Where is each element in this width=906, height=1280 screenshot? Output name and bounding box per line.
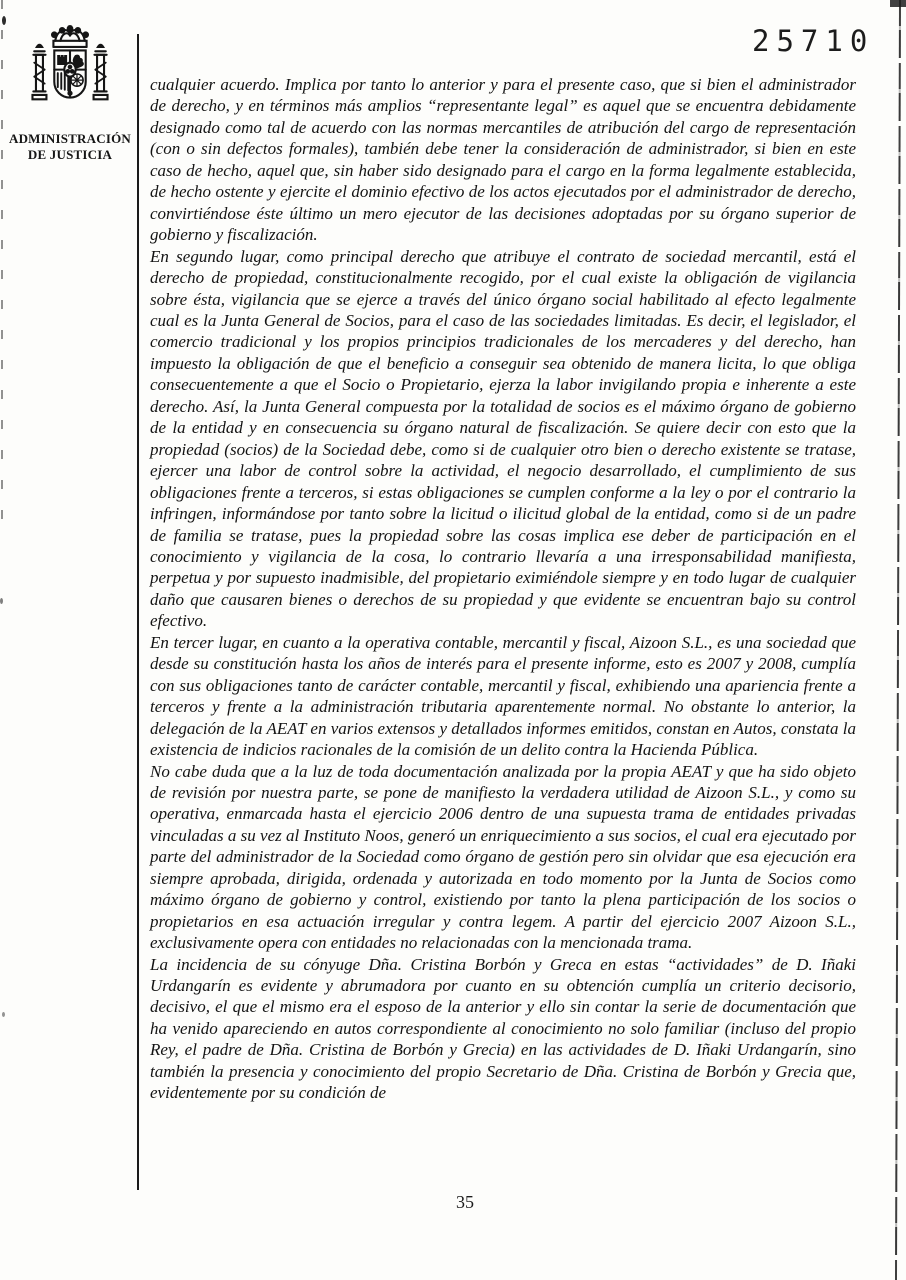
paragraph-1: cualquier acuerdo. Implica por tanto lo anterior y para el presente caso, que si bien el administrador de derecho, y en términos más amplios “representante legal” es aquel que se encuentra debidamente designado como tal de acuerdo con las normas mercantiles de atribución del cargo de representación (con o sin defectos formales), también debe tener la consideración de administrador, si bien en este caso de hecho, aquel que, sin haber sido designado para el cargo en la forma legalmente establecida, de hecho ostente y ejercite el dominio efectivo de los actos ejecutados por el administrador de derecho, convirtiéndose éste último un mero ejecutor de las decisiones adoptadas por su órgano superior de gobierno y fiscalización. [150, 75, 856, 245]
scan-edge-artifact-left [1, 0, 3, 520]
paragraph-3: En tercer lugar, en cuanto a la operativa contable, mercantil y fiscal, Aizoon S.L., es una sociedad que desde su constitución hasta los años de interés para el presente informe, esto es 2007 y 2008, cumplía con sus obligaciones tanto de carácter contable, mercantil y fiscal, exhibiendo una apariencia frente a terceros y frente a la administración tributaria aparentemente normal. No obstante lo anterior, la delegación de la AEAT en varios extensos y detallados informes emitidos, constan en Autos, constata la existencia de indicios racionales de la comisión de un delito contra la Hacienda Pública. [150, 632, 856, 760]
paragraph-5: La incidencia de su cónyuge Dña. Cristina Borbón y Greca en estas “actividades” de D. Iñaki Urdangarín es evidente y abrumadora por cuanto en su obtención cumplía un criterio decisorio, decisivo, el que el mismo era el esposo de la anterior y ello sin contar la serie de documentación que ha venido apareciendo en autos correspondiente al conocimiento no solo familiar (incluso del propio Rey, el padre de Dña. Cristina de Borbón y Grecia) en las actividades de D. Iñaki Urdangarín, sino también la presencia y conocimiento del propio Secretario de Dña. Cristina de Borbón y Grecia que, evidentemente por su condición de [150, 954, 856, 1103]
org-name [6, 131, 134, 162]
margin-rule [137, 34, 139, 1190]
scan-edge-artifact-right [895, 0, 901, 1280]
paragraph-4: No cabe duda que a la luz de toda documentación analizada por la propia AEAT y que ha sido objeto de revisión por nuestra parte, se pone de manifiesto la verdadera utilidad de Aizoon S.L., y como su operativa, enmarcada hasta el ejercicio 2006 dentro de una supuesta trama de entidades privadas vinculadas a su vez al Instituto Noos, generó un enriquecimiento a sus socios, el cual era ejecutado por parte del administrador de la Sociedad como órgano de gestión pero sin olvidar que esa ejecución era siempre aprobada, dirigida, ordenada y autorizada en todo momento por la Junta de Socios como máximo órgano de gobierno y control, existiendo por tanto la plena participación de los socios o propietarios en esa actuación irregular y contra legem. A partir del ejercicio 2007 Aizoon S.L., exclusivamente opera con entidades no relacionadas con la mencionada trama. [150, 761, 856, 953]
scan-speck [0, 598, 3, 604]
scan-speck [2, 1012, 5, 1017]
org-name-line2: DE JUSTICIA [27, 146, 113, 162]
spanish-coat-of-arms-icon [22, 24, 118, 124]
scan-corner-mark [890, 0, 906, 7]
paragraph-2: En segundo lugar, como principal derecho que atribuye el contrato de sociedad mercantil, está el derecho de propiedad, constitucionalmente recogido, por el cual existe la obligación de vigilancia sobre ésta, vigilancia que se ejerce a través del único órgano social habilitado al efecto legalmente cual es la Junta General de Socios, para el caso de las sociedades limitadas. Es decir, el legislador, el comercio tradicional y los propios principios tradicionales de los mercaderes y del derecho, han impuesto la obligación de que el beneficio a conseguir sea obtenido de manera licita, lo que obliga consecuentemente a que el Socio o Propietario, ejerza la labor invigilando propia e inherente a este derecho. Así, la Junta General compuesta por la totalidad de socios es el máximo órgano de gobierno de la entidad y en consecuencia su órgano natural de fiscalización. Se quiere decir con esto que la propiedad (socios) de la Sociedad debe, como si de cualquier otro bien o derecho existente se tratase, ejercer una labor de control sobre la actividad, el negocio desarrollado, el cumplimiento de sus obligaciones frente a terceros, si estas obligaciones se cumplen conforme a la ley o por el contrario la infringen, informándose por tanto sobre la licitud o ilicitud global de la entidad, como si de un padre de familia se tratase, pues la propiedad sobre las cosas implica ese deber de participación en el conocimiento y vigilancia de la cosa, lo contrario llevaría a una irresponsabilidad manifiesta, perpetua y por supuesto inadmisible, del propietario eximiéndole siempre y en todo lugar de cualquier daño que causaren bienes o derechos de su propiedad y que evidente se encuentran bajo su control efectivo. [150, 246, 856, 631]
org-name-line1: ADMINISTRACIÓN [9, 131, 131, 146]
document-body [150, 74, 856, 1104]
page-stamp-number: 25710 [752, 24, 875, 58]
page-number: 35 [456, 1192, 474, 1212]
justice-administration-letterhead [6, 24, 134, 162]
